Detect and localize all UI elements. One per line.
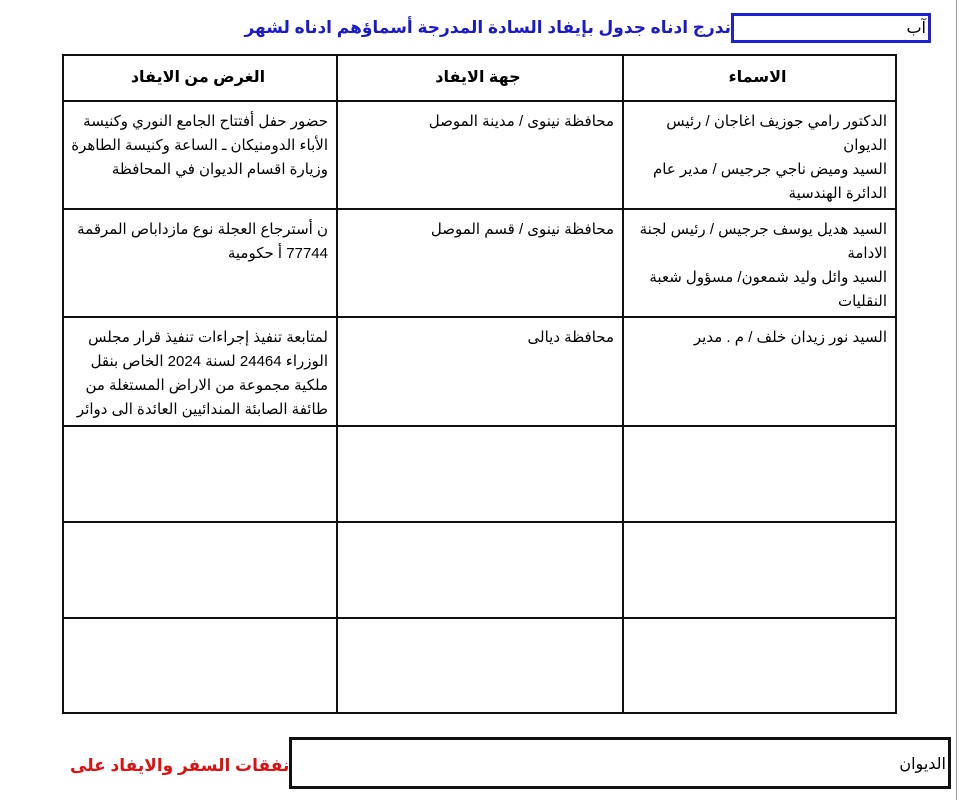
names-text <box>628 427 887 435</box>
delegation-table <box>62 54 897 714</box>
entity-text <box>342 427 614 435</box>
cell-purpose[interactable] <box>63 101 337 209</box>
entity-text: محافظة نينوى / قسم الموصل <box>430 221 614 238</box>
names-text: الدكتور رامي جوزيف اغاجان / رئيس الديوان السيد وميض ناجي جرجيس / مدير عام الدائرة الهندسية <box>652 113 887 202</box>
cell-purpose[interactable] <box>63 317 337 426</box>
table-row-empty <box>63 618 896 713</box>
table-row <box>63 101 896 209</box>
purpose-text: لمتابعة تنفيذ إجراءات تنفيذ قرار مجلس الوزراء 24464 لسنة 2024 الخاص بنقل ملكية مجموعة من الاراض المستغلة من طائفة الصابئة المندائيين العائدة الى دوائر <box>76 329 328 418</box>
cell-entity[interactable] <box>337 522 623 618</box>
names-text: السيد نور زيدان خلف / م . مدير <box>693 329 887 346</box>
header-instruction: ندرج ادناه جدول بإيفاد السادة المدرجة أسماؤهم ادناه لشهر <box>244 18 731 37</box>
purpose-text <box>68 427 328 435</box>
cell-entity[interactable] <box>337 426 623 522</box>
names-text <box>628 523 887 531</box>
month-input[interactable]: آب <box>731 13 931 43</box>
cell-entity[interactable] <box>337 101 623 209</box>
purpose-text <box>68 523 328 531</box>
purpose-text: ن أسترجاع العجلة نوع مازداباص المرقمة 77744 أ حكومية <box>77 221 328 262</box>
entity-text <box>342 523 614 531</box>
cell-purpose[interactable] <box>63 209 337 317</box>
cell-names[interactable] <box>623 317 896 426</box>
entity-text: محافظة نينوى / مدينة الموصل <box>428 113 614 130</box>
column-header-names: الاسماء <box>623 55 896 101</box>
purpose-text: حضور حفل أفتتاح الجامع النوري وكنيسة الأباء الدومنيكان ـ الساعة وكنيسة الطاهرة وزيارة اقسام الديوان في المحافظة <box>71 113 328 178</box>
cell-entity[interactable] <box>337 618 623 713</box>
cell-names[interactable] <box>623 209 896 317</box>
table-row <box>63 317 896 426</box>
cell-names[interactable] <box>623 426 896 522</box>
names-text <box>628 619 887 627</box>
cell-purpose[interactable] <box>63 426 337 522</box>
cell-purpose[interactable] <box>63 522 337 618</box>
cell-names[interactable] <box>623 101 896 209</box>
cropped-heading-fragment <box>450 0 540 4</box>
column-header-entity: جهة الايفاد <box>337 55 623 101</box>
footer-row <box>64 737 951 789</box>
names-text: السيد هديل يوسف جرجيس / رئيس لجنة الادامة السيد وائل وليد شمعون/ مسؤول شعبة النقليات <box>639 221 887 310</box>
page-edge-divider <box>956 0 957 800</box>
column-header-purpose: الغرض من الايفاد <box>63 55 337 101</box>
expenses-label: نفقات السفر والايفاد على <box>70 756 290 775</box>
table-row-empty <box>63 522 896 618</box>
table-row-empty <box>63 426 896 522</box>
table-row <box>63 209 896 317</box>
cell-names[interactable] <box>623 618 896 713</box>
cell-purpose[interactable] <box>63 618 337 713</box>
header-row <box>242 10 931 46</box>
cell-entity[interactable] <box>337 317 623 426</box>
entity-text <box>342 619 614 627</box>
table-header-row <box>63 55 896 101</box>
cell-entity[interactable] <box>337 209 623 317</box>
entity-text: محافظة ديالى <box>527 329 614 346</box>
cell-names[interactable] <box>623 522 896 618</box>
expenses-bearer-input[interactable]: الديوان <box>289 737 951 789</box>
purpose-text <box>68 619 328 627</box>
